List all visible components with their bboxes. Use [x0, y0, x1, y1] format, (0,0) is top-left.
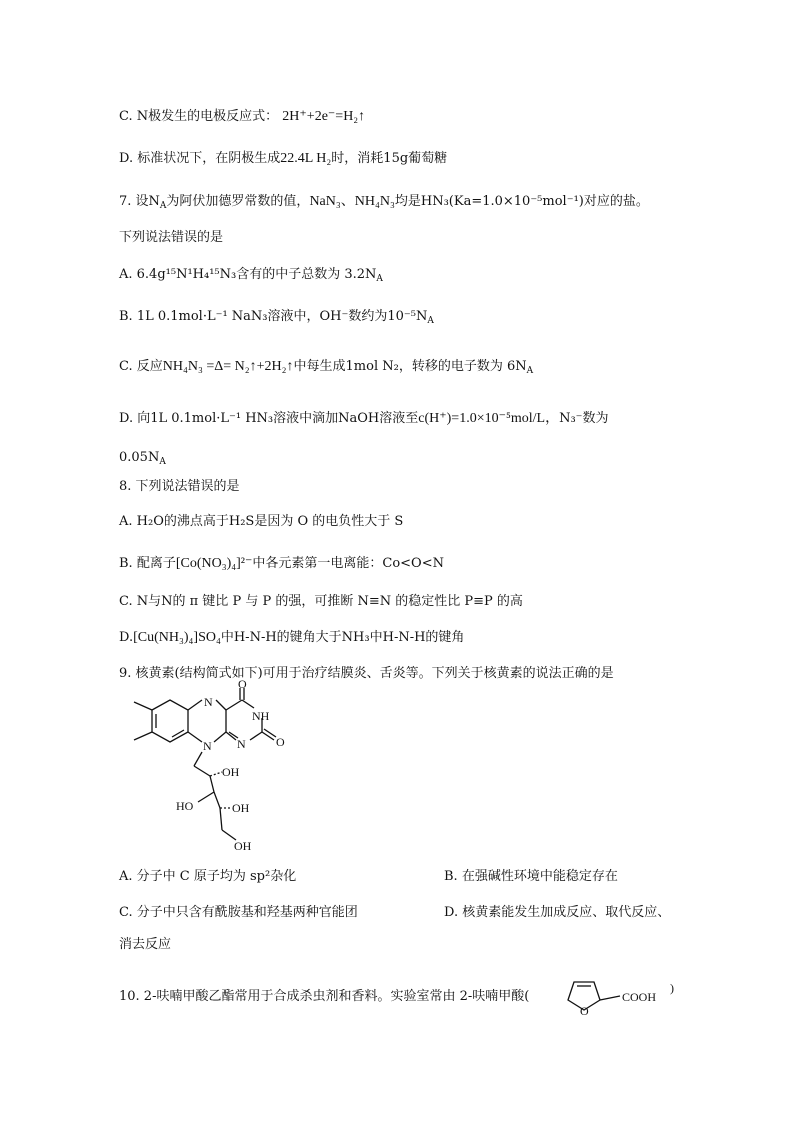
q6-c-equation: 2H⁺+2e⁻=H₂↑ — [282, 109, 366, 124]
q7-option-a — [119, 265, 383, 289]
q8-option-c: C. N与N的 π 键比 P 与 P 的强，可推断 N≡N 的稳定性比 P≡P 的高 — [119, 594, 523, 609]
furan-o-label: O — [580, 1004, 589, 1018]
atom-oh4: OH — [234, 839, 252, 853]
q8-stem: 8. 下列说法错误的是 — [119, 479, 240, 494]
q9-option-d-cont: 消去反应 — [119, 937, 172, 952]
q7-option-d — [119, 409, 609, 429]
q8-b-text2: 中各元素第一电离能：Co<O<N — [252, 556, 444, 571]
cooh-label: COOH — [622, 990, 657, 1004]
q6-d-value: 22.4L H₂ — [280, 151, 332, 166]
q7-option-d-cont — [119, 448, 166, 472]
q8-d-text1: D. — [119, 630, 134, 645]
q7-c-text2: 中每生成1mol N₂，转移的电子数为 6N — [293, 359, 527, 374]
q8-option-b — [119, 554, 444, 574]
q7-stem-part2: 为阿伏加德罗常数的值， — [166, 194, 310, 209]
q7-c-equation: NH₄N₃ =Δ= N₂↑+2H₂↑ — [162, 359, 294, 374]
q7-salts: NaN₃、NH₄N₃ — [309, 194, 395, 209]
atom-oh3: OH — [232, 801, 250, 815]
q7-d3-sub: A — [159, 457, 166, 467]
q7-d-text3: 0.05N — [119, 450, 160, 465]
q7-b-text: B. 1L 0.1mol·L⁻¹ NaN₃溶液中，OH⁻数约为10⁻⁵N — [119, 309, 428, 324]
q7-c-sub: A — [526, 366, 534, 376]
q7-stem-part1: 7. 设N — [119, 194, 160, 209]
atom-o2: O — [276, 735, 285, 749]
atom-n1: N — [204, 695, 213, 709]
q9-option-a: A. 分子中 C 原子均为 sp²杂化 — [119, 869, 297, 884]
atom-o-top: O — [238, 677, 247, 691]
q8-d-ion: [Cu(NH₃)₄]SO₄ — [133, 630, 221, 645]
q6-option-c — [119, 107, 365, 127]
q7-d-text1: D. 向1L 0.1mol·L⁻¹ HN₃溶液中滴加NaOH溶液至 — [119, 411, 419, 426]
q6-d-text3: 葡萄糖 — [408, 151, 448, 166]
q7-stem-sub: A — [159, 201, 167, 211]
atom-nh: NH — [252, 709, 270, 723]
q7-stem-line2: 下列说法错误的是 — [119, 230, 224, 245]
riboflavin-structure — [118, 677, 318, 855]
q9-stem: 9. 核黄素(结构简式如下)可用于治疗结膜炎、舌炎等。下列关于核黄素的说法正确的是 — [119, 666, 614, 681]
q8-option-d — [119, 628, 464, 648]
q6-option-d — [119, 149, 447, 169]
q7-d-text2: N₃⁻数为 — [559, 411, 609, 426]
q7-stem — [119, 192, 649, 216]
atom-ho: HO — [176, 799, 194, 813]
q7-d-equation: c(H⁺)=1.0×10⁻⁵mol/L， — [418, 411, 560, 426]
q6-d-label: D. — [119, 151, 134, 166]
q6-d-text1: 标准状况下，在阴极生成 — [137, 151, 281, 166]
q6-d-text2: 时，消耗 — [331, 151, 384, 166]
q8-option-a: A. H₂O的沸点高于H₂S是因为 O 的电负性大于 S — [119, 514, 404, 529]
atom-oh1: OH — [222, 765, 240, 779]
q6-c-text: N极发生的电极反应式： — [136, 109, 279, 124]
q8-b-text1: B. 配离子 — [119, 556, 176, 571]
benzene-ring — [152, 700, 188, 742]
q8-d-text2: 中H-N-H的键角大于NH₃中H-N-H的键角 — [220, 630, 465, 645]
q8-b-ion: [Co(NO₃)₄]²⁻ — [175, 556, 253, 571]
q6-c-label: C. — [119, 109, 133, 124]
q10-close-paren: ) — [670, 981, 674, 995]
q9-option-d: D. 核黄素能发生加成反应、取代反应、 — [444, 905, 671, 920]
q9-option-c: C. 分子中只含有酰胺基和羟基两种官能团 — [119, 905, 358, 920]
q7-option-c — [119, 357, 533, 381]
q7-b-sub: A — [427, 316, 434, 326]
q7-a-sub: A — [376, 274, 383, 284]
q6-d-mass: 15g — [383, 151, 409, 166]
atom-n2: N — [237, 737, 246, 751]
q10-stem: 10. 2-呋喃甲酸乙酯常用于合成杀虫剂和香料。实验室常由 2-呋喃甲酸( — [119, 989, 530, 1004]
q7-c-text1: C. 反应 — [119, 359, 163, 374]
q9-option-b: B. 在强碱性环境中能稳定存在 — [444, 869, 618, 884]
q7-a-text: A. 6.4g¹⁵N¹H₄¹⁵N₃含有的中子总数为 3.2N — [119, 267, 377, 282]
atom-n3: N — [203, 739, 212, 753]
q7-option-b — [119, 307, 434, 331]
furoic-acid-structure — [560, 968, 680, 1018]
q7-stem-part3: 均是HN₃(Ka=1.0×10⁻⁵mol⁻¹)对应的盐。 — [394, 194, 649, 209]
